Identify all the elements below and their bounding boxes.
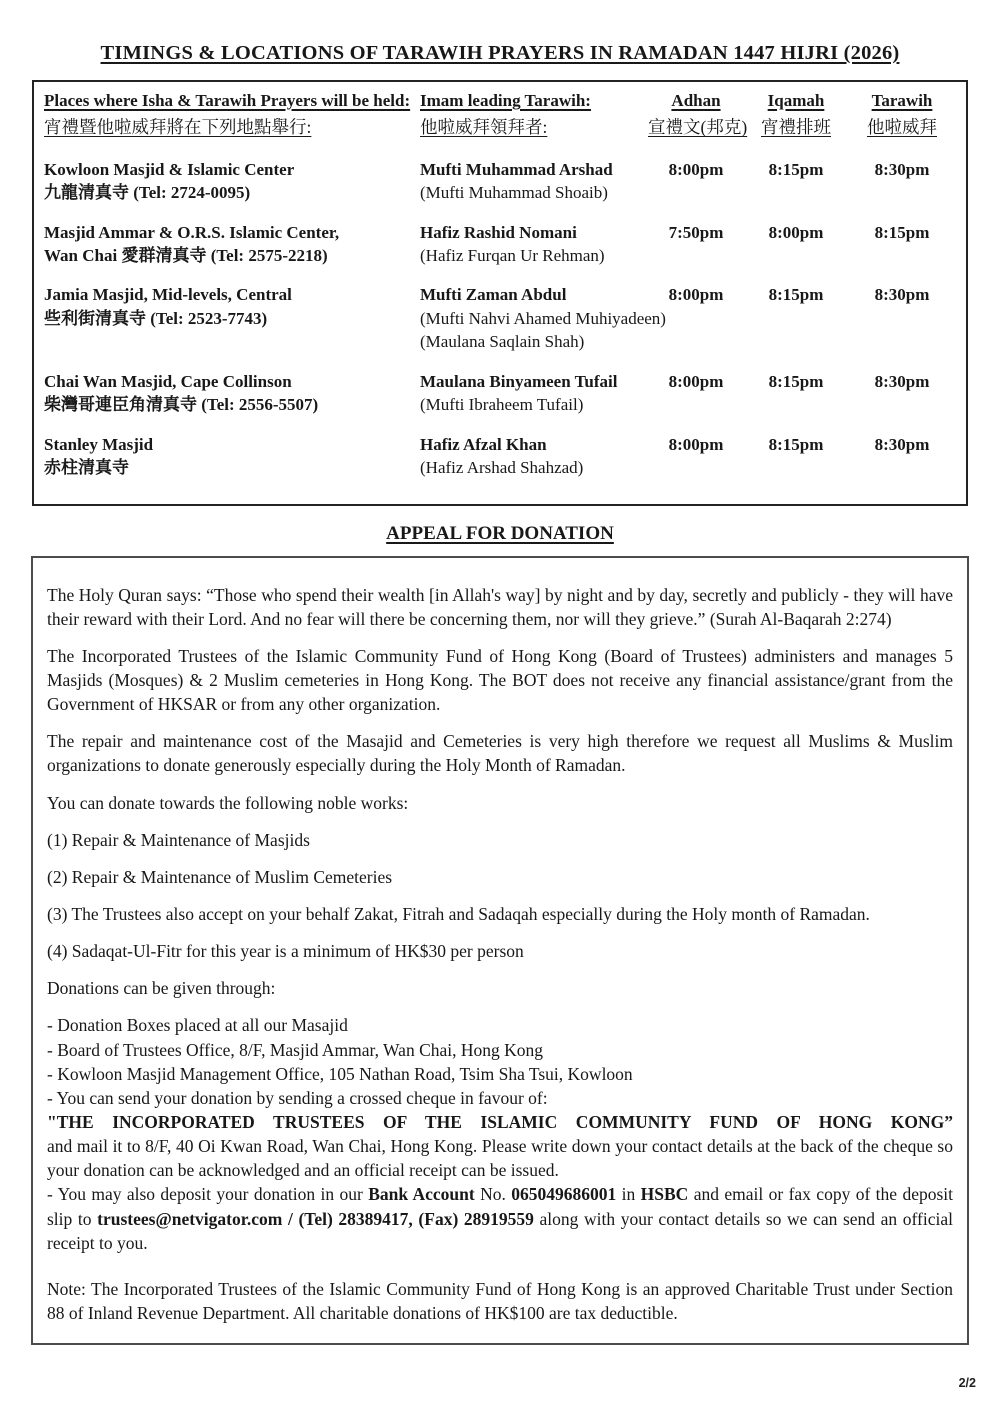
appeal-heading: APPEAL FOR DONATION (386, 522, 614, 544)
text: - You can send your donation by sending a crossed cheque in favour of: (47, 1087, 548, 1108)
place-line: 些利街清真寺 (Tel: 2523-7743) (44, 308, 268, 328)
text: (2) Repair & Maintenance of Muslim Cemeteries (47, 866, 393, 887)
table-row (44, 221, 956, 268)
appeal-paragraph (47, 644, 953, 716)
tarawih-time: 8:30pm (874, 285, 930, 305)
bold-text: 065049686001 (511, 1184, 617, 1205)
text: - You may also deposit your donation in our (47, 1184, 369, 1205)
col-header-iqamah-zh: 宵禮排班 (761, 117, 831, 138)
imam-line: (Hafiz Furqan Ur Rehman) (420, 245, 605, 265)
imam-cell (420, 433, 648, 480)
col-header-imam (420, 89, 648, 140)
appeal-paragraph (47, 729, 953, 777)
prayer-table (32, 80, 968, 506)
col-header-tarawih-zh: 他啦威拜 (867, 117, 937, 138)
place-line: Kowloon Masjid & Islamic Center (44, 159, 295, 179)
text: and email or fax copy of the deposit slip to (47, 1184, 953, 1229)
imam-cell (420, 370, 648, 417)
col-header-adhan-en: Adhan (671, 91, 721, 110)
imam-line: Hafiz Afzal Khan (420, 434, 547, 454)
prayer-table-rows (44, 158, 956, 480)
adhan-time: 8:00pm (668, 371, 724, 391)
iqamah-time: 8:15pm (768, 285, 824, 305)
appeal-paragraph (47, 583, 953, 631)
appeal-paragraph (47, 1110, 953, 1134)
text: Note: The Incorporated Trustees of the Islamic Community Fund of Hong Kong is an approved Charitable Trust under Section 88 of Inland Revenue Department. All charitable donations of HK$100 are tax deductible. (47, 1278, 953, 1323)
text: and mail it to 8/F, 40 Oi Kwan Road, Wan Chai, Hong Kong. Please write down your contact details at the back of the cheque so your donation can be acknowledged and an official receipt can be issued. (47, 1136, 953, 1181)
appeal-paragraph (47, 1013, 953, 1037)
imam-line: (Maulana Saqlain Shah) (420, 332, 585, 352)
appeal-paragraph (47, 1038, 953, 1062)
table-row (44, 283, 956, 353)
place-line: Wan Chai 愛群清真寺 (Tel: 2575-2218) (44, 245, 328, 265)
adhan-time: 8:00pm (668, 434, 724, 454)
text: (1) Repair & Maintenance of Masjids (47, 829, 310, 850)
place-line: Jamia Masjid, Mid-levels, Central (44, 285, 292, 305)
bold-text: "THE INCORPORATED TRUSTEES OF THE ISLAMIC COMMUNITY FUND OF HONG KONG” (47, 1111, 953, 1132)
iqamah-time: 8:00pm (768, 222, 824, 242)
text: in (616, 1184, 641, 1205)
bold-text: trustees@netvigator.com / (Tel) 28389417, (Fax) 28919559 (97, 1208, 534, 1229)
col-header-adhan (648, 89, 748, 140)
iqamah-time: 8:15pm (768, 159, 824, 179)
text: The repair and maintenance cost of the Masajid and Cemeteries is very high therefore we request all Muslims & Muslim organizations to donate generously especially during the Holy Month of Ramadan. (47, 731, 953, 776)
imam-line: (Mufti Muhammad Shoaib) (420, 183, 608, 203)
adhan-time: 8:00pm (668, 159, 724, 179)
appeal-paragraph (47, 828, 953, 852)
imam-line: Maulana Binyameen Tufail (420, 371, 618, 391)
imam-line: Mufti Muhammad Arshad (420, 159, 613, 179)
text: (4) Sadaqat-Ul-Fitr for this year is a minimum of HK$30 per person (47, 941, 524, 962)
place-line: 柴灣哥連臣角清真寺 (Tel: 2556-5507) (44, 395, 319, 415)
text: Donations can be given through: (47, 978, 276, 999)
table-row (44, 433, 956, 480)
col-header-places-zh: 宵禮暨他啦威拜將在下列地點舉行: (44, 117, 312, 138)
place-cell (44, 158, 420, 205)
prayer-table-header (44, 89, 956, 140)
bold-text: Bank Account (368, 1184, 475, 1205)
text: along with your contact details so we can send an official receipt to you. (47, 1208, 953, 1253)
appeal-box (31, 556, 969, 1346)
page-number: 2/2 (958, 1376, 976, 1390)
table-row (44, 158, 956, 205)
appeal-paragraph (47, 939, 953, 963)
appeal-paragraph (47, 1182, 953, 1254)
col-header-places (44, 89, 420, 140)
place-cell (44, 283, 420, 353)
appeal-paragraph (47, 1277, 953, 1325)
text: No. (474, 1184, 512, 1205)
page-title: TIMINGS & LOCATIONS OF TARAWIH PRAYERS IN RAMADAN 1447 HIJRI (2026) (100, 42, 900, 64)
adhan-time: 8:00pm (668, 285, 724, 305)
appeal-paragraph (47, 1062, 953, 1086)
appeal-paragraph (47, 791, 953, 815)
place-line: Chai Wan Masjid, Cape Collinson (44, 371, 292, 391)
adhan-time: 7:50pm (668, 222, 724, 242)
col-header-tarawih-en: Tarawih (871, 91, 933, 110)
imam-line: (Hafiz Arshad Shahzad) (420, 458, 584, 478)
bold-text: HSBC (640, 1184, 689, 1205)
appeal-paragraph (47, 1134, 953, 1182)
place-line: 九龍清真寺 (Tel: 2724-0095) (44, 183, 251, 203)
place-line: 赤柱清真寺 (44, 458, 129, 478)
tarawih-time: 8:15pm (874, 222, 930, 242)
imam-line: Mufti Zaman Abdul (420, 285, 567, 305)
place-line: Masjid Ammar & O.R.S. Islamic Center, (44, 222, 340, 242)
imam-cell (420, 283, 666, 353)
text: - Board of Trustees Office, 8/F, Masjid Ammar, Wan Chai, Hong Kong (47, 1039, 544, 1060)
tarawih-time: 8:30pm (874, 159, 930, 179)
appeal-paragraph (47, 976, 953, 1000)
col-header-iqamah-en: Iqamah (767, 91, 825, 110)
appeal-paragraph (47, 1086, 953, 1110)
col-header-places-en: Places where Isha & Tarawih Prayers will be held: (44, 91, 411, 110)
place-cell (44, 221, 420, 268)
imam-line: (Mufti Nahvi Ahamed Muhiyadeen) (420, 308, 666, 328)
place-cell (44, 433, 420, 480)
col-header-imam-zh: 他啦威拜領拜者: (420, 117, 548, 138)
imam-line: (Mufti Ibraheem Tufail) (420, 395, 584, 415)
tarawih-time: 8:30pm (874, 371, 930, 391)
text: The Holy Quran says: “Those who spend their wealth [in Allah's way] by night and by day, secretly and publicly - they will have their reward with their Lord. And no fear will there be concerning them, nor will they grieve.” (Surah Al-Baqarah 2:274) (47, 584, 953, 629)
imam-cell (420, 221, 648, 268)
col-header-imam-en: Imam leading Tarawih: (420, 91, 591, 110)
iqamah-time: 8:15pm (768, 434, 824, 454)
appeal-paragraph (47, 902, 953, 926)
text: (3) The Trustees also accept on your behalf Zakat, Fitrah and Sadaqah especially during the Holy month of Ramadan. (47, 903, 870, 924)
text: The Incorporated Trustees of the Islamic Community Fund of Hong Kong (Board of Trustees) administers and manages 5 Masjids (Mosques) & 2 Muslim cemeteries in Hong Kong. The BOT does not receive any financial assistance/grant from the Government of HKSAR or from any other organization. (47, 645, 953, 715)
text: You can donate towards the following noble works: (47, 792, 409, 813)
iqamah-time: 8:15pm (768, 371, 824, 391)
table-row (44, 370, 956, 417)
imam-line: Hafiz Rashid Nomani (420, 222, 577, 242)
text: - Kowloon Masjid Management Office, 105 Nathan Road, Tsim Sha Tsui, Kowloon (47, 1063, 633, 1084)
appeal-paragraph (47, 865, 953, 889)
col-header-adhan-zh: 宣禮文(邦克) (648, 117, 748, 138)
tarawih-time: 8:30pm (874, 434, 930, 454)
text: - Donation Boxes placed at all our Masajid (47, 1015, 348, 1036)
place-line: Stanley Masjid (44, 434, 154, 454)
place-cell (44, 370, 420, 417)
col-header-tarawih (848, 89, 956, 140)
appeal-blocks (47, 583, 953, 1326)
col-header-iqamah (744, 89, 848, 140)
imam-cell (420, 158, 648, 205)
